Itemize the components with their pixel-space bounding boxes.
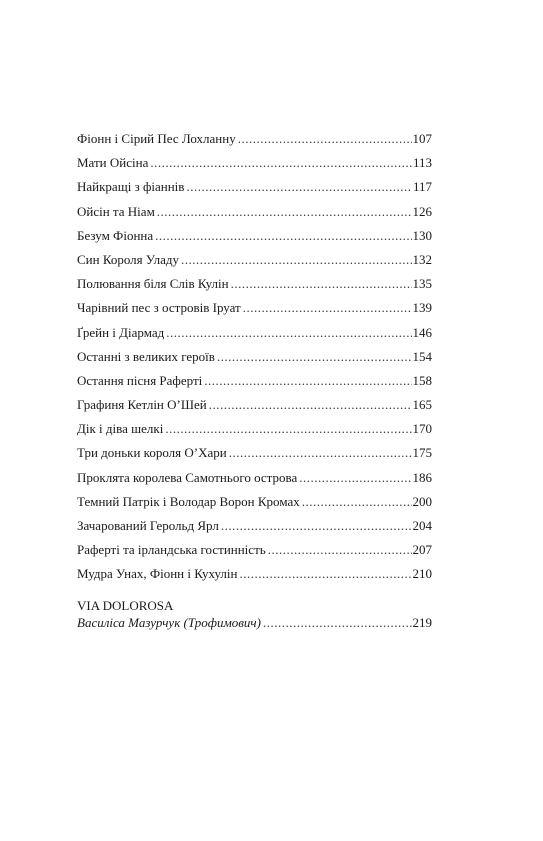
- toc-entry-page: 207: [412, 542, 432, 558]
- toc-entry-page: 154: [412, 348, 432, 364]
- toc-dot-leader: [150, 151, 412, 175]
- toc-entry-title: Раферті та ірландська гостинність: [77, 542, 266, 558]
- toc-entry[interactable]: [77, 417, 432, 441]
- toc-dot-leader: [299, 466, 411, 490]
- toc-entry-title: Ґрейн і Діармад: [77, 324, 165, 340]
- toc-entry-title: Мудра Унах, Фіонн і Кухулін: [77, 566, 238, 582]
- toc-entry[interactable]: [77, 296, 432, 320]
- toc-entry[interactable]: [77, 369, 432, 393]
- toc-entry-page: 158: [412, 372, 432, 388]
- toc-entry-page: 186: [412, 469, 432, 485]
- toc-dot-leader: [165, 417, 411, 441]
- toc-entry-page: 126: [412, 203, 432, 219]
- toc-dot-leader: [239, 562, 411, 586]
- toc-dot-leader: [302, 490, 412, 514]
- toc-entry[interactable]: [77, 321, 432, 345]
- toc-entry-title: Син Короля Уладу: [77, 251, 180, 267]
- toc-entry[interactable]: [77, 272, 432, 296]
- toc-dot-leader: [268, 538, 412, 562]
- toc-entry-page: 113: [412, 155, 432, 171]
- toc-entry-author: Василіса Мазурчук (Трофимович): [77, 615, 261, 630]
- toc-entry-page: 165: [412, 397, 432, 413]
- toc-dot-leader: [221, 514, 412, 538]
- toc-dot-leader: [186, 175, 412, 199]
- toc-entry-title: Зачарований Герольд Ярл: [77, 518, 219, 533]
- toc-entry-title: Безум Фіонна: [77, 227, 154, 243]
- toc-entry-title: Фіонн і Сірий Пес Лохланну: [77, 131, 236, 146]
- toc-entry-page: 139: [412, 300, 432, 316]
- toc-entry[interactable]: [77, 466, 432, 490]
- toc-entry[interactable]: [77, 127, 432, 151]
- toc-entry[interactable]: [77, 490, 432, 514]
- toc-entry-page: 175: [412, 445, 432, 461]
- toc-entry[interactable]: [77, 151, 432, 175]
- toc-entry-title: Остання пісня Раферті: [77, 372, 203, 388]
- toc-entry-title: Три доньки короля О’Хари: [77, 445, 227, 461]
- toc-entry-title: Полювання біля Слів Кулін: [77, 276, 229, 292]
- section-heading: VIA DOLOROSA: [77, 598, 174, 613]
- toc-entry[interactable]: [77, 538, 432, 562]
- toc-entry[interactable]: [77, 614, 432, 631]
- toc-dot-leader: [166, 321, 411, 345]
- toc-entry-page: 135: [412, 276, 432, 292]
- toc-dot-leader: [263, 614, 412, 631]
- toc-entry-title: Темний Патрік і Володар Ворон Кромах: [77, 493, 300, 509]
- toc-entry-page: 219: [412, 615, 432, 630]
- toc-entry-page: 130: [412, 227, 432, 243]
- toc-entry-title: Найкращі з фіаннів: [77, 179, 185, 195]
- toc-dot-leader: [238, 127, 412, 151]
- toc-dot-leader: [243, 296, 412, 320]
- toc-entry-page: 132: [412, 251, 432, 267]
- toc-dot-leader: [209, 393, 412, 417]
- toc-entry-page: 146: [412, 324, 432, 340]
- toc-entry-title: Проклята королева Самотнього острова: [77, 469, 298, 485]
- toc-entry-title: Графиня Кетлін О’Шей: [77, 397, 207, 413]
- toc-entry-page: 204: [412, 518, 432, 533]
- toc-entry[interactable]: [77, 200, 432, 224]
- toc-dot-leader: [217, 345, 412, 369]
- toc-entry-page: 210: [412, 566, 432, 582]
- toc-dot-leader: [155, 224, 411, 248]
- toc-entry[interactable]: [77, 175, 432, 199]
- toc-entry-title: Останні з великих героїв: [77, 348, 215, 364]
- toc-entry[interactable]: [77, 345, 432, 369]
- toc-entry[interactable]: [77, 514, 432, 538]
- toc-dot-leader: [157, 200, 412, 224]
- table-of-contents: [77, 127, 432, 587]
- toc-entry-page: 107: [412, 131, 432, 146]
- afterword-section: [77, 597, 432, 631]
- toc-entry-page: 200: [412, 493, 432, 509]
- toc-entry[interactable]: [77, 393, 432, 417]
- toc-dot-leader: [229, 441, 412, 465]
- toc-entry-title: Чарівний пес з островів Іруат: [77, 300, 241, 316]
- toc-dot-leader: [204, 369, 411, 393]
- toc-entry-title: Ойсін та Ніам: [77, 203, 155, 219]
- toc-dot-leader: [181, 248, 411, 272]
- toc-entry-title: Мати Ойсіна: [77, 155, 149, 171]
- toc-entry-page: 170: [412, 421, 432, 437]
- toc-entry-title: Дік і діва шелкі: [77, 421, 164, 437]
- toc-entry[interactable]: [77, 224, 432, 248]
- toc-dot-leader: [231, 272, 412, 296]
- toc-entry[interactable]: [77, 248, 432, 272]
- toc-entry[interactable]: [77, 441, 432, 465]
- toc-entry[interactable]: [77, 562, 432, 586]
- toc-entry-page: 117: [412, 179, 432, 195]
